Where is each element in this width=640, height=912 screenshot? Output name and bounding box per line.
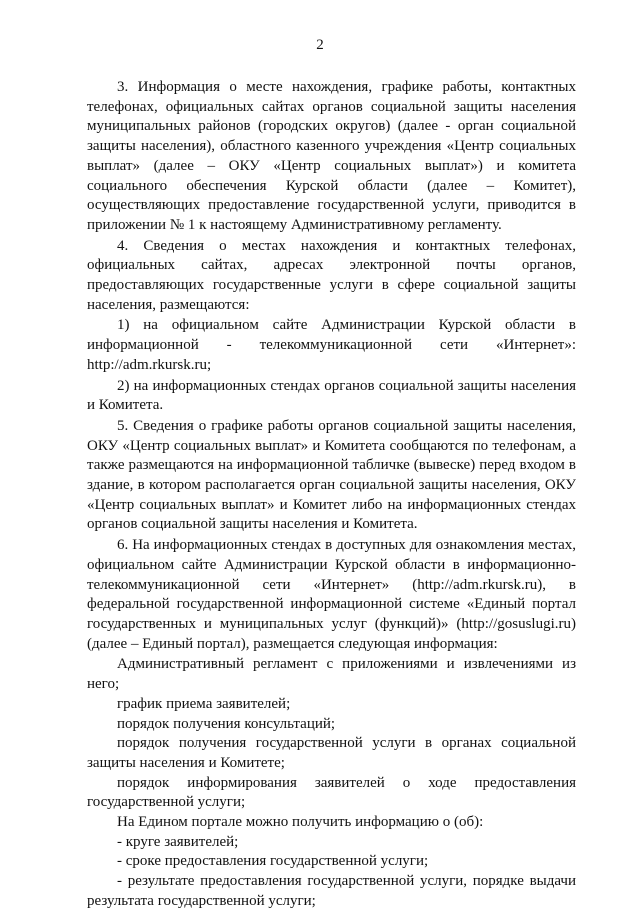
list-item: Административный регламент с приложениями и извлечениями из него; xyxy=(87,656,576,693)
paragraph-3: 3. Информация о месте нахождения, графике работы, контактных телефонах, официальных сайтах органов социальной защиты населения муниципальных районов (городских округов) (далее - орган социальной защиты населения), областного казенного учреждения «Центр социальных выплат» (далее – ОКУ «Центр социальных выплат») и комитета социального обеспечения Курской области (далее – Комитет), осуществляющих предоставление государственной услуги, приводится в приложении № 1 к настоящему Административному регламенту. xyxy=(87,79,576,233)
page-number: 2 xyxy=(316,37,324,53)
list-item: - результате предоставления государственной услуги, порядке выдачи результата государственной услуги; xyxy=(87,873,576,909)
list-item: порядок получения консультаций; xyxy=(117,715,336,732)
portal-info-intro: На Едином портале можно получить информацию о (об): xyxy=(117,814,484,831)
paragraph-5: 5. Сведения о графике работы органов социальной защиты населения, ОКУ «Центр социальных выплат» и Комитета сообщаются по телефонам, а также размещаются на информационной табличке (вывеске) перед входом в здание, в котором располагается орган социальной защиты населения, ОКУ «Центр социальных выплат» и Комитет либо на информационных стендах органов социальной защиты населения и Комитета. xyxy=(87,417,576,533)
list-item: - сроке предоставления государственной услуги; xyxy=(117,853,429,870)
list-item: порядок информирования заявителей о ходе предоставления государственной услуги; xyxy=(87,774,576,811)
list-item: - круге заявителей; xyxy=(117,833,239,850)
list-item: порядок получения государственной услуги в органах социальной защиты населения и Комитете; xyxy=(87,735,576,771)
paragraph-4-item-1: 1) на официальном сайте Администрации Курской области в информационной - телекоммуникационной сети «Интернет»: http://adm.rkursk.ru; xyxy=(87,317,576,373)
list-item: график приема заявителей; xyxy=(117,695,291,712)
paragraph-4: 4. Сведения о местах нахождения и контактных телефонах, официальных сайтах, адресах электронной почты органов, предоставляющих государственные услуги в сфере социальной защиты населения, размещаются: xyxy=(87,237,576,313)
body-text xyxy=(87,78,576,912)
paragraph-6: 6. На информационных стендах в доступных для ознакомления местах, официальном сайте Администрации Курской области в информационно-телекоммуникационной сети «Интернет» (http://adm.rkursk.ru), в федеральной государственной информационной системе «Единый портал государственных и муниципальных услуг (функций)» (http://gosuslugi.ru) (далее – Единый портал), размещается следующая информация: xyxy=(87,537,576,652)
paragraph-4-item-2: 2) на информационных стендах органов социальной защиты населения и Комитета. xyxy=(87,377,576,414)
